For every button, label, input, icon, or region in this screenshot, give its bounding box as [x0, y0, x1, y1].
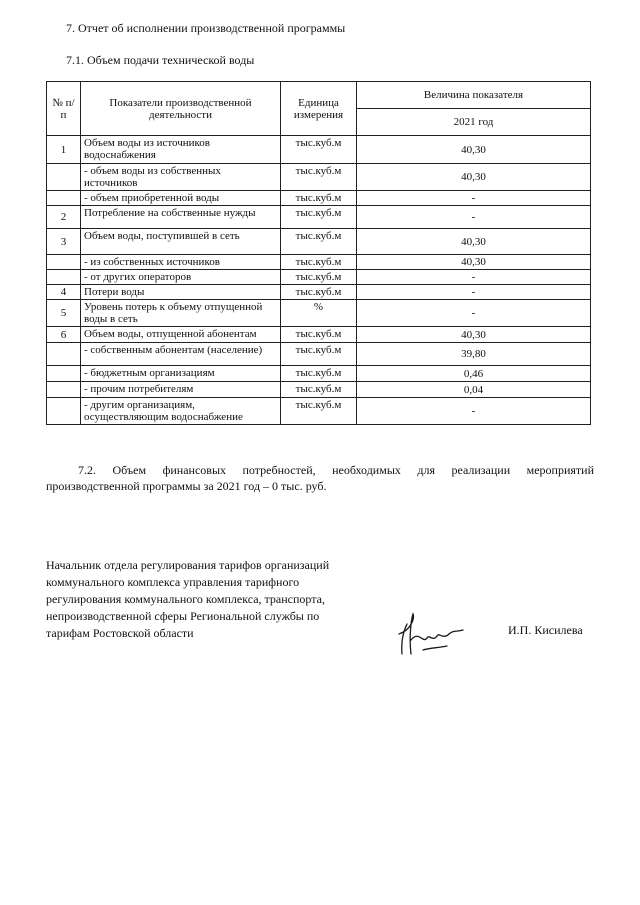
- row-number: [47, 398, 81, 425]
- row-number: [47, 164, 81, 191]
- indicator-cell: Объем воды, отпущенной абонентам: [81, 327, 281, 343]
- indicator-cell: - прочим потребителям: [81, 382, 281, 398]
- value-cell: 40,30: [357, 229, 591, 255]
- section-title: 7. Отчет об исполнении производственной программы: [66, 21, 346, 35]
- row-number: 5: [47, 300, 81, 327]
- table-row: [47, 255, 591, 270]
- table-row: [47, 343, 591, 366]
- water-supply-table: [46, 81, 591, 425]
- value-cell: -: [357, 206, 591, 229]
- table-row: [47, 270, 591, 285]
- header-unit: Единица измерения: [281, 82, 357, 136]
- unit-cell: тыс.куб.м: [281, 255, 357, 270]
- table-row: [47, 229, 591, 255]
- indicator-cell: - от других операторов: [81, 270, 281, 285]
- row-number: [47, 270, 81, 285]
- unit-cell: тыс.куб.м: [281, 398, 357, 425]
- row-number: 2: [47, 206, 81, 229]
- unit-cell: тыс.куб.м: [281, 136, 357, 164]
- row-number: [47, 191, 81, 206]
- row-number: 3: [47, 229, 81, 255]
- unit-cell: тыс.куб.м: [281, 191, 357, 206]
- header-indicator: Показатели производственной деятельности: [81, 82, 281, 136]
- indicator-cell: Объем воды, поступившей в сеть: [81, 229, 281, 255]
- unit-cell: %: [281, 300, 357, 327]
- table-row: [47, 164, 591, 191]
- header-num: № п/п: [47, 82, 81, 136]
- table-row: [47, 398, 591, 425]
- indicator-cell: Потребление на собственные нужды: [81, 206, 281, 229]
- indicator-cell: Объем воды из источников водоснабжения: [81, 136, 281, 164]
- row-number: [47, 343, 81, 366]
- row-number: 1: [47, 136, 81, 164]
- financial-needs-paragraph: 7.2. Объем финансовых потребностей, необходимых для реализации мероприятий производственной программы за 2021 год – 0 тыс. руб.: [46, 463, 594, 493]
- row-number: [47, 255, 81, 270]
- indicator-cell: - другим организациям, осуществляющим водоснабжение: [81, 398, 281, 425]
- row-number: 4: [47, 285, 81, 300]
- table-row: [47, 206, 591, 229]
- subsection-title: 7.1. Объем подачи технической воды: [66, 53, 255, 67]
- value-cell: -: [357, 300, 591, 327]
- unit-cell: тыс.куб.м: [281, 327, 357, 343]
- unit-cell: тыс.куб.м: [281, 382, 357, 398]
- row-number: [47, 382, 81, 398]
- indicator-cell: - бюджетным организациям: [81, 366, 281, 382]
- handwritten-signature: [393, 610, 465, 662]
- unit-cell: тыс.куб.м: [281, 206, 357, 229]
- value-cell: 39,80: [357, 343, 591, 366]
- unit-cell: тыс.куб.м: [281, 270, 357, 285]
- table-row: [47, 191, 591, 206]
- table-row: [47, 382, 591, 398]
- indicator-cell: Потери воды: [81, 285, 281, 300]
- unit-cell: тыс.куб.м: [281, 285, 357, 300]
- table-row: [47, 300, 591, 327]
- value-cell: 40,30: [357, 164, 591, 191]
- value-cell: -: [357, 398, 591, 425]
- value-cell: -: [357, 270, 591, 285]
- value-cell: -: [357, 191, 591, 206]
- table-row: [47, 366, 591, 382]
- row-number: 6: [47, 327, 81, 343]
- header-year: 2021 год: [357, 109, 591, 136]
- signatory-position: Начальник отдела регулирования тарифов организаций коммунального комплекса управления тарифного регулирования коммунального комплекса, транспорта, непроизводственной сферы Региональной службы по тарифам Ростовской области: [46, 558, 330, 640]
- indicator-cell: Уровень потерь к объему отпущенной воды в сеть: [81, 300, 281, 327]
- table-row: [47, 285, 591, 300]
- value-cell: 40,30: [357, 327, 591, 343]
- value-cell: 40,30: [357, 136, 591, 164]
- value-cell: 0,46: [357, 366, 591, 382]
- value-cell: -: [357, 285, 591, 300]
- table-row: [47, 136, 591, 164]
- indicator-cell: - собственным абонентам (население): [81, 343, 281, 366]
- table-row: [47, 327, 591, 343]
- header-value-group: Величина показателя: [357, 82, 591, 109]
- indicator-cell: - объем приобретенной воды: [81, 191, 281, 206]
- indicator-cell: - объем воды из собственных источников: [81, 164, 281, 191]
- value-cell: 0,04: [357, 382, 591, 398]
- unit-cell: тыс.куб.м: [281, 366, 357, 382]
- unit-cell: тыс.куб.м: [281, 229, 357, 255]
- unit-cell: тыс.куб.м: [281, 164, 357, 191]
- value-cell: 40,30: [357, 255, 591, 270]
- signatory-name: И.П. Кисилева: [508, 623, 583, 637]
- unit-cell: тыс.куб.м: [281, 343, 357, 366]
- indicator-cell: - из собственных источников: [81, 255, 281, 270]
- row-number: [47, 366, 81, 382]
